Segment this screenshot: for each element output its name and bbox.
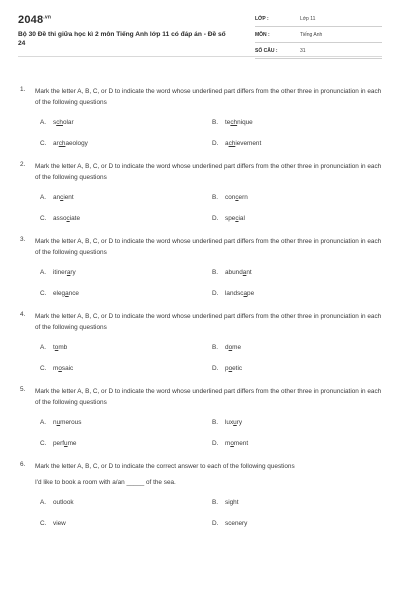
option-underlined-part: c: [60, 194, 64, 201]
option-letter: D.: [212, 520, 219, 527]
meta-class: [255, 14, 382, 27]
option-word-end: ient: [63, 194, 74, 201]
option-letter: C.: [40, 215, 47, 222]
option-letter: D.: [212, 215, 219, 222]
option-d[interactable]: [212, 215, 245, 222]
option-letter: B.: [212, 194, 219, 201]
option-word-start: a: [225, 140, 229, 147]
option-underlined-part: o: [228, 344, 233, 351]
option-word-start: landsc: [225, 290, 244, 297]
option-underlined-part: c: [235, 215, 239, 222]
option-underlined-part: ch: [56, 119, 63, 126]
option-b[interactable]: [212, 269, 252, 276]
option-word-end: nce: [68, 290, 79, 297]
option-b[interactable]: [212, 344, 241, 351]
meta-value: 31: [300, 48, 306, 54]
option-word-start: d: [225, 344, 229, 351]
option-word-start: lux: [225, 419, 234, 426]
meta-value: Lớp 11: [300, 16, 316, 22]
meta-value: Tiếng Anh: [300, 32, 323, 38]
option-word-end: ry: [236, 419, 243, 426]
option-c[interactable]: [40, 140, 88, 147]
option-underlined-part: a: [242, 269, 247, 276]
question-number: 1.: [20, 86, 26, 93]
answer-options: [35, 194, 382, 236]
option-word-start: p: [225, 365, 229, 372]
option-underlined-part: ch: [58, 140, 66, 147]
option-underlined-part: a: [65, 290, 69, 297]
option-letter: C.: [40, 290, 47, 297]
option-b[interactable]: [212, 194, 248, 201]
option-underlined-part: o: [230, 440, 234, 447]
option-word-end: aeology: [65, 140, 88, 147]
option-underlined-part: a: [66, 269, 71, 276]
question-1: [20, 86, 382, 161]
option-word-start: view: [53, 520, 66, 527]
option-word-start: itiner: [53, 269, 67, 276]
meta-count: [255, 46, 382, 59]
option-word-start: sight: [225, 499, 239, 506]
option-word-start: perf: [53, 440, 65, 447]
option-underlined-part: o: [54, 344, 59, 351]
option-a[interactable]: [40, 344, 67, 351]
option-word-end: me: [232, 344, 242, 351]
option-c[interactable]: [40, 365, 73, 372]
option-c[interactable]: [40, 440, 76, 447]
option-word-end: saic: [61, 365, 74, 372]
option-d[interactable]: [212, 140, 261, 147]
question-text: Mark the letter A, B, C, or D to indicate the word whose underlined part differs from the other three in pronunciation in each of the following questions: [35, 88, 382, 106]
option-word-end: olar: [62, 119, 74, 126]
answer-options: [35, 344, 382, 386]
meta-subject: [255, 30, 382, 43]
question-number: 4.: [20, 311, 26, 318]
question-number: 3.: [20, 236, 26, 243]
site-logo[interactable]: [18, 14, 51, 26]
option-word-start: scenery: [225, 520, 248, 527]
option-word-start: outlook: [53, 499, 74, 506]
option-underlined-part: o: [228, 365, 233, 372]
option-a[interactable]: [40, 419, 81, 426]
option-letter: C.: [40, 140, 47, 147]
option-word-end: iate: [69, 215, 81, 222]
option-word-start: abund: [225, 269, 243, 276]
option-letter: D.: [212, 140, 219, 147]
option-d[interactable]: [212, 290, 254, 297]
answer-options: [35, 269, 382, 311]
option-c[interactable]: [40, 290, 79, 297]
option-underlined-part: u: [233, 419, 237, 426]
question-text: Mark the letter A, B, C, or D to indicate the word whose underlined part differs from the other three in pronunciation in each of the following questions: [35, 238, 382, 256]
option-word-end: me: [67, 440, 77, 447]
option-a[interactable]: [40, 269, 76, 276]
question-number: 2.: [20, 161, 26, 168]
question-3: [20, 236, 382, 311]
option-word-end: ment: [233, 440, 249, 447]
option-underlined-part: a: [243, 290, 248, 297]
option-word-end: ry: [70, 269, 76, 276]
question-text: Mark the letter A, B, C, or D to indicate the word whose underlined part differs from the other three in pronunciation in each of the following questions: [35, 163, 382, 181]
option-underlined-part: ch: [230, 119, 238, 126]
answer-options: [35, 119, 382, 161]
question-2: [20, 161, 382, 236]
option-a[interactable]: [40, 194, 74, 201]
option-word-start: ar: [53, 140, 59, 147]
option-underlined-part: c: [66, 215, 70, 222]
question-text: Mark the letter A, B, C, or D to indicate the word whose underlined part differs from the other three in pronunciation in each of the following questions: [35, 313, 382, 331]
option-b[interactable]: [212, 419, 242, 426]
option-word-end: etic: [232, 365, 243, 372]
option-word-end: ial: [238, 215, 245, 222]
option-underlined-part: u: [56, 419, 61, 426]
option-letter: A.: [40, 194, 47, 201]
question-number: 5.: [20, 386, 26, 393]
question-text: Mark the letter A, B, C, or D to indicate the correct answer to each of the following questions: [35, 463, 295, 470]
option-letter: B.: [212, 119, 219, 126]
option-word-start: t: [53, 344, 55, 351]
option-letter: B.: [212, 344, 219, 351]
answer-options: [35, 499, 382, 541]
option-d[interactable]: [212, 440, 248, 447]
option-word-end: nique: [237, 119, 253, 126]
option-word-end: pe: [247, 290, 255, 297]
exam-meta: [255, 14, 382, 62]
option-underlined-part: c: [235, 194, 239, 201]
option-letter: D.: [212, 440, 219, 447]
option-underlined-part: u: [64, 440, 68, 447]
option-letter: D.: [212, 365, 219, 372]
answer-options: [35, 419, 382, 461]
meta-label: SỐ CÂU :: [255, 48, 278, 54]
option-letter: A.: [40, 344, 47, 351]
option-word-start: an: [53, 194, 61, 201]
question-5: [20, 386, 382, 461]
option-letter: A.: [40, 499, 47, 506]
option-letter: B.: [212, 419, 219, 426]
logo-text: 2048: [18, 14, 44, 26]
document-title: Bộ 30 Đề thi giữa học kì 2 môn Tiếng Anh lớp 11 có đáp án - Đề số 24: [18, 31, 226, 47]
option-letter: B.: [212, 269, 219, 276]
option-letter: B.: [212, 499, 219, 506]
option-b[interactable]: [212, 119, 253, 126]
option-a[interactable]: [40, 499, 74, 506]
option-letter: C.: [40, 365, 47, 372]
option-c[interactable]: [40, 520, 66, 527]
option-word-start: con: [225, 194, 236, 201]
option-letter: A.: [40, 119, 47, 126]
option-d[interactable]: [212, 520, 247, 527]
option-word-start: spe: [225, 215, 236, 222]
option-word-start: eleg: [53, 290, 66, 297]
logo-domain: .vn: [43, 14, 52, 21]
option-word-end: mb: [58, 344, 68, 351]
option-d[interactable]: [212, 365, 242, 372]
option-word-start: te: [225, 119, 231, 126]
option-word-start: m: [53, 365, 59, 372]
option-word-start: m: [225, 440, 231, 447]
page-header: [18, 0, 382, 57]
option-word-end: ievement: [235, 140, 262, 147]
option-underlined-part: o: [58, 365, 62, 372]
option-word-end: nt: [246, 269, 252, 276]
option-letter: A.: [40, 269, 47, 276]
meta-label: LỚP :: [255, 16, 269, 22]
option-word-end: ern: [238, 194, 248, 201]
option-word-end: merous: [60, 419, 82, 426]
question-text: Mark the letter A, B, C, or D to indicate the word whose underlined part differs from the other three in pronunciation in each of the following questions: [35, 388, 382, 406]
question-4: [20, 311, 382, 386]
option-letter: C.: [40, 520, 47, 527]
option-a[interactable]: [40, 119, 74, 126]
option-letter: D.: [212, 290, 219, 297]
question-6: [20, 461, 382, 541]
question-stem: I'd like to book a room with a/an _____ of the sea.: [35, 479, 176, 486]
meta-label: MÔN :: [255, 32, 270, 38]
option-letter: A.: [40, 419, 47, 426]
question-list: [20, 86, 382, 541]
question-number: 6.: [20, 461, 26, 468]
option-letter: C.: [40, 440, 47, 447]
option-c[interactable]: [40, 215, 80, 222]
option-word-start: s: [53, 119, 57, 126]
option-word-start: asso: [53, 215, 67, 222]
option-word-start: n: [53, 419, 57, 426]
option-underlined-part: ch: [228, 140, 236, 147]
option-b[interactable]: [212, 499, 239, 506]
